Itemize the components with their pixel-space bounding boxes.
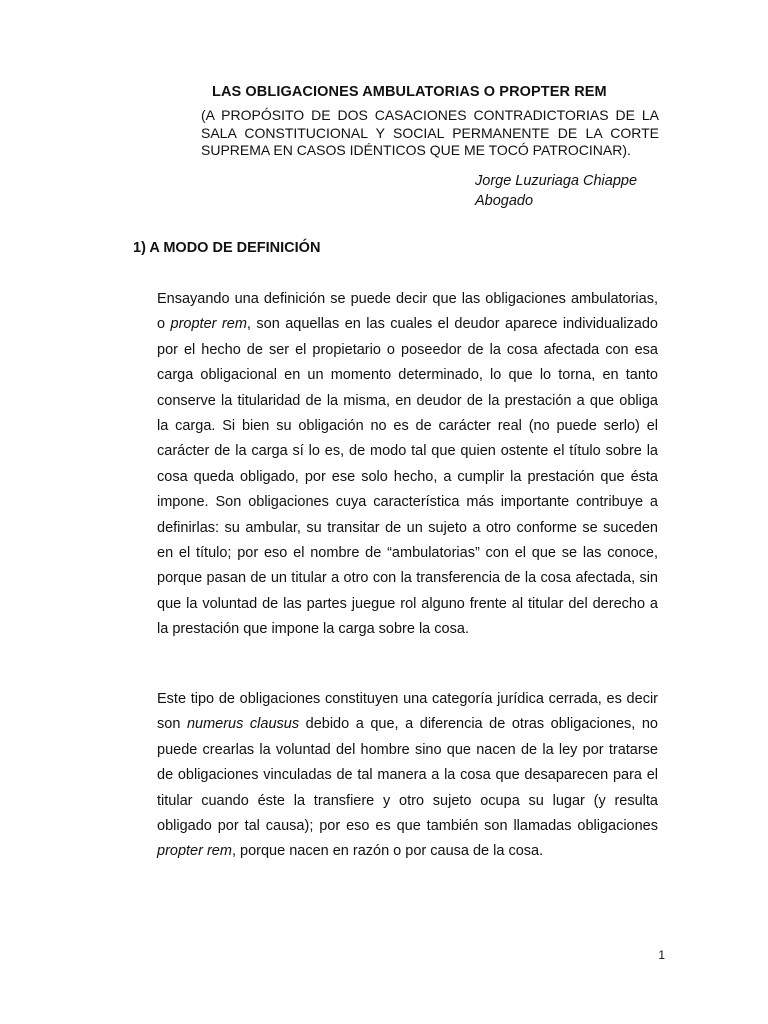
author-role: Abogado (475, 193, 534, 209)
paragraph-text: Este tipo de obligaciones constituyen una categoría jurídica cerrada, es decir son (157, 691, 658, 733)
document-title: LAS OBLIGACIONES AMBULATORIAS O PROPTER REM (212, 84, 607, 100)
page-number: 1 (658, 948, 665, 962)
paragraph-text: , son aquellas en las cuales el deudor aparece individualizado por el hecho de ser el propietario o poseedor de la cosa afectada con esa carga obligacional en un momento determinado, lo que lo torna, en tanto conserve la titularidad de la misma, en deudor de la prestación a que obliga la carga. Si bien su obligación no es de carácter real (no puede serlo) el carácter de la carga sí lo es, de modo tal que quien ostente el título sobre la cosa queda obligado, por ese solo hecho, a cumplir la prestación que ésta impone. Son obligaciones cuya característica más importante contribuye a definirlas: su ambular, su transitar de un sujeto a otro conforme se suceden en el título; por eso el nombre de “ambulatorias” con el que se las conoce, porque pasan de un titular a otro con la transferencia de la cosa afectada, sin que la voluntad de las partes juegue rol alguno frente al titular del derecho a la prestación que impone la carga sobre la cosa. (157, 316, 658, 638)
paragraph-text: debido a que, a diferencia de otras obligaciones, no puede crearlas la voluntad del hombre sino que nacen de la ley por tratarse de obligaciones vinculadas de tal manera a la cosa que desaparecen para el titular cuando éste la transfiere y otro sujeto ocupa su lugar (y resulta obligado por tal causa); por eso es que también son llamadas obligaciones (157, 716, 658, 835)
author-block (475, 171, 695, 211)
paragraph-definition (157, 287, 658, 643)
paragraph-categoria (157, 687, 658, 865)
paragraph-text: Ensayando una definición se puede decir que las obligaciones ambulatorias, o (157, 291, 658, 333)
paragraph-italic-term: numerus clausus (186, 716, 300, 733)
author-name: Jorge Luzuriaga Chiappe (475, 173, 638, 189)
paragraph-text: , porque nacen en razón o por causa de la cosa. (231, 843, 544, 860)
document-subtitle: (A PROPÓSITO DE DOS CASACIONES CONTRADICTORIAS DE LA SALA CONSTITUCIONAL Y SOCIAL PERMANENTE DE LA CORTE SUPREMA EN CASOS IDÉNTICOS QUE ME TOCÓ PATROCINAR). (201, 107, 659, 158)
paragraph-italic-term: propter rem (157, 843, 232, 860)
paragraph-italic-term: propter rem (170, 316, 247, 333)
section-heading: 1) A MODO DE DEFINICIÓN (133, 240, 321, 256)
